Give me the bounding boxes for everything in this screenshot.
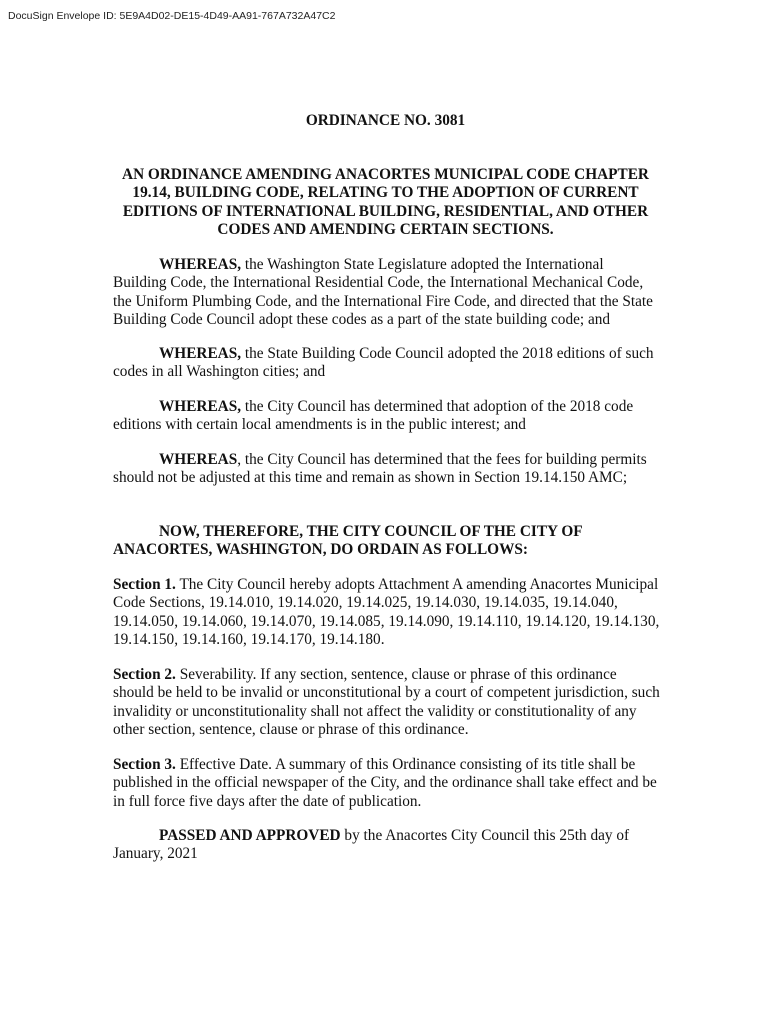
whereas-paragraph-1 [113,256,660,329]
section-text: The City Council hereby adopts Attachment A amending Anacortes Municipal Code Sections, 19.14.010, 19.14.020, 19.14.025, 19.14.030, 19.14.035, 19.14.040, 19.14.050, 19.14.060, 19.14.070, 19.14.085, 19.14.090, 19.14.110, 19.14.120, 19.14.130, 19.14.150, 19.14.160, 19.14.170, 19.14.180. [113,576,660,648]
section-text: Severability. If any section, sentence, clause or phrase of this ordinance should be held to be invalid or unconstitutional by a court of competent jurisdiction, such invalidity or unconstitutionality shall not affect the validity or constitutionality of any other section, sentence, clause or phrase of this ordinance. [113,666,660,738]
passed-lead: PASSED AND APPROVED [159,827,341,844]
docusign-envelope-id: DocuSign Envelope ID: 5E9A4D02-DE15-4D49-AA91-767A732A47C2 [8,10,336,22]
whereas-text: , the City Council has determined that the fees for building permits should not be adjusted at this time and remain as shown in Section 19.14.150 AMC; [113,451,647,487]
whereas-lead: WHEREAS, [159,398,242,415]
now-therefore-clause: NOW, THEREFORE, THE CITY COUNCIL OF THE CITY OF ANACORTES, WASHINGTON, DO ORDAIN AS FOLLOWS: [113,523,583,559]
whereas-text: the Washington State Legislature adopted the International Building Code, the International Residential Code, the International Mechanical Code, the Uniform Plumbing Code, and the International Fire Code, and directed that the State Building Code Council adopt these codes as a part of the state building code; and [113,256,653,328]
section-text: Effective Date. A summary of this Ordinance consisting of its title shall be published in the official newspaper of the City, and the ordinance shall take effect and be in full force five days after the date of publication. [113,756,657,810]
section-lead: Section 1. [113,576,176,593]
ordinance-title: ORDINANCE NO. 3081 [305,112,466,129]
section-lead: Section 3. [113,756,176,773]
whereas-lead: WHEREAS [159,451,238,468]
section-2 [113,666,660,739]
passed-text: by the Anacortes City Council this 25th day of January, 2021 [113,827,630,863]
whereas-lead: WHEREAS, [159,345,242,362]
ordinance-heading: AN ORDINANCE AMENDING ANACORTES MUNICIPAL CODE CHAPTER 19.14, BUILDING CODE, RELATING TO THE ADOPTION OF CURRENT EDITIONS OF INTERNATIONAL BUILDING, RESIDENTIAL, AND OTHER CODES AND AMENDING CERTAIN SECTIONS. [122,166,649,238]
whereas-lead: WHEREAS, [159,256,242,273]
section-lead: Section 2. [113,666,176,683]
whereas-paragraph-3 [113,398,660,435]
section-3 [113,756,660,811]
whereas-paragraph-4 [113,451,660,488]
passed-and-approved [113,827,660,864]
section-1 [113,576,660,649]
whereas-paragraph-2 [113,345,660,382]
whereas-text: the City Council has determined that adoption of the 2018 code editions with certain local amendments is in the public interest; and [113,398,634,434]
whereas-text: the State Building Code Council adopted the 2018 editions of such codes in all Washington cities; and [113,345,654,381]
